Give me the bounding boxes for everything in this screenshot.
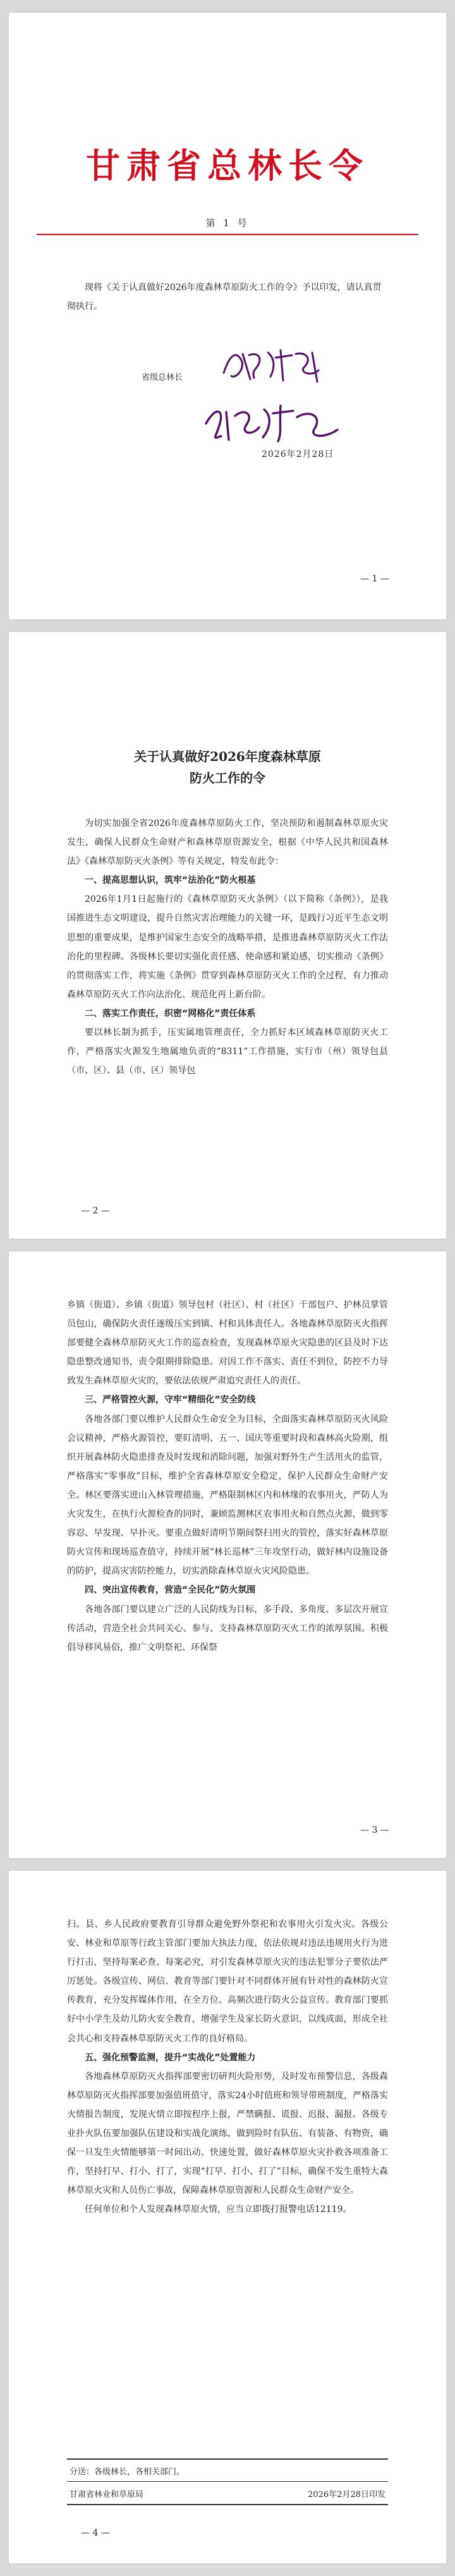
page-2 xyxy=(9,632,446,1239)
section-heading: 一、提高思想认识，筑牢“法治化”防火根基 xyxy=(85,875,256,886)
paragraph: 各地森林草原防灭火指挥部要密切研判火险形势，及时发布预警信息，各级森林草原防灭火指挥部要加强值班值守，落实24小时值班和领导带班制度，严格落实火情报告制度，发现火情立即按程序上报，严禁瞒报、谎报、迟报、漏报。各级专业扑火队伍要加强队伍建设和实战化演练，做到险时有队伍、有装备、有物资，确保一旦发生火情能够第一时间出动、快速处置，做好森林草原火灾扑救各项准备工作，坚持打早、打小、打了，实现“打早、打小、打了”目标，确保不发生重特大森林草原火灾和人员伤亡事故，保障森林草原资源和人民群众生命财产安全。 xyxy=(67,2071,388,2196)
page-3 xyxy=(9,1251,446,1858)
red-divider xyxy=(37,234,418,235)
section-heading: 四、突出宣传教育，营造“全民化”防火氛围 xyxy=(85,1585,256,1596)
order-title-line-2: 防火工作的令 xyxy=(190,770,265,786)
order-body-page-2 xyxy=(67,814,388,1080)
order-body-page-4 xyxy=(67,1915,388,2220)
section-heading: 五、强化预警监测，提升“实战化”处置能力 xyxy=(85,2052,256,2063)
paragraph: 各地各部门要以建立广泛的人民防线为目标，多手段、多角度、多层次开展宣传活动，营造全社会共同关心、参与、支持森林草原防灭火工作的浓厚氛围。积极倡导移风易俗，推广文明祭祀、环保祭 xyxy=(67,1604,388,1653)
section-heading: 三、严格管控火源，守牢“精细化”安全防线 xyxy=(85,1395,256,1406)
paragraph: 要以林长制为抓手，压实属地管理责任，全力抓好本区域森林草原防灭火工作，严格落实火源发生地属地负责的“8311”工作措施，实行市（州）领导包县（市、区）、县（市、区）领导包 xyxy=(67,1028,388,1076)
footer-issuer-row xyxy=(70,2488,385,2500)
paragraph: 各地各部门要以维护人民群众生命安全为目标，全面落实森林草原防灭火风险会议精神，严格火源管控，要盯清明、五一、国庆等重要时段和森林高火险期，组织开展森林防火隐患排查及时发现和消除问题，加强对野外生产生活用火的监管，严格落实“零事故”目标，维护全省森林草原安全稳定，保护人民群众生命财产安全。林区要落实进山入林管理措施，严格限制林区内和林缘的农事用火，严防人为火灾发生，在执行火源检查的同时，兼顾监测林区农事用火和自然点火源，做到零容忍、早发现、早扑灭。要重点做好清明节期间祭扫用火的管控，落实好森林草原防火宣传和现场巡查值守，持续开展“林长巡林”三年攻坚行动，做好林内设施设备的防护，提高灾害防控能力，切实消除森林草原火灾风险隐患。 xyxy=(67,1414,388,1577)
paragraph: 乡镇（街道）、乡镇（街道）领导包村（社区）、村（社区）干部包户、护林员掌管员包山，确保防火责任逐级压实到镇、村和具体责任人。各地森林草原防灭火指挥部要健全森林草原防灭火工作的巡查检查，发现森林草原火灾隐患的区县及时下达隐患整改通知书，责令限期排除隐患。对因工作不落实、责任不到位，防控不力导致发生森林草原火灾的，要依法依规严肃追究责任人的责任。 xyxy=(67,1300,388,1387)
signing-date: 2026年2月28日 xyxy=(262,449,334,459)
page-number: — 3 — xyxy=(360,1825,389,1835)
paragraph: 任何单位和个人发现森林草原火情，应当立即拨打报警电话12119。 xyxy=(85,2204,352,2215)
footer-rule-top xyxy=(67,2458,388,2460)
paragraph: 为切实加强全省2026年度森林草原防火工作，坚决预防和遏制森林草原火灾发生，确保人民群众生命财产和森林草原资源安全，根据《中华人民共和国森林法》《森林草原防灭火条例》等有关规定，特发布此令： xyxy=(67,818,388,867)
footer-rule-middle xyxy=(67,2481,388,2482)
signer-title: 省级总林长 xyxy=(142,373,183,382)
page-number: — 1 — xyxy=(360,574,389,584)
page-4 xyxy=(9,1871,446,2563)
footer-rule-bottom xyxy=(67,2504,388,2505)
page-number: — 4 — xyxy=(81,2528,110,2538)
intro-paragraph: 现将《关于认真做好2026年度森林草原防火工作的令》予以印发，请认真贯彻执行。 xyxy=(67,283,382,312)
paragraph: 扫。县、乡人民政府要教育引导群众避免野外祭祀和农事用火引发火灾。各级公安、林业和草原等行政主管部门要加大执法力度，依法依规对违法违规用火行为进行打击，坚持每案必查、每案必究，对引发森林草原火灾的违法犯罪分子要依法严厉惩处。各级宣传、网信、教育等部门要针对不同群体开展有针对性的森林防火宣传教育，充分发挥媒体作用，在全方位、高频次进行防火公益宣传。教育部门要抓好中小学生及幼儿防火安全教育，增强学生及家长防火意识，以线成面，形成全社会共心和支持森林草原防灭火工作的良好格局。 xyxy=(67,1919,388,2044)
handwritten-signature-1 xyxy=(217,341,344,392)
footer-issuer: 甘肃省林业和草原局 xyxy=(70,2490,144,2500)
order-title-line-1: 关于认真做好2026年度森林草原 xyxy=(134,749,321,764)
page-1 xyxy=(9,13,446,619)
footer-print-date: 2026年2月28日印发 xyxy=(308,2490,385,2500)
document-number: 第 1 号 xyxy=(205,217,250,229)
order-body-page-3 xyxy=(67,1296,388,1657)
document-red-header: 甘肃省总林长令 xyxy=(86,145,369,186)
section-heading: 二、落实工作责任，织密“网格化”责任体系 xyxy=(85,1008,256,1019)
handwritten-signature-2 xyxy=(198,398,350,449)
paragraph: 2026年1月1日起施行的《森林草原防灭火条例》（以下简称《条例》），是我国推进生态文明建设，提升自然灾害治理能力的关键一环，是践行习近平生态文明思想的重要成果，是维护国家生态安全的战略举措，是推进森林草原防灭火工作法治化的里程碑。各级林长要切实强化责任感、使命感和紧迫感，切实推动《条例》的贯彻落实工作，将实施《条例》贯穿到森林草原防灭火工作的全过程，有力推动森林草原防灭火工作向法治化、规范化再上新台阶。 xyxy=(67,894,388,1000)
page-number: — 2 — xyxy=(81,1206,110,1216)
footer-distribution: 分送：各级林长，各相关部门。 xyxy=(70,2467,185,2477)
